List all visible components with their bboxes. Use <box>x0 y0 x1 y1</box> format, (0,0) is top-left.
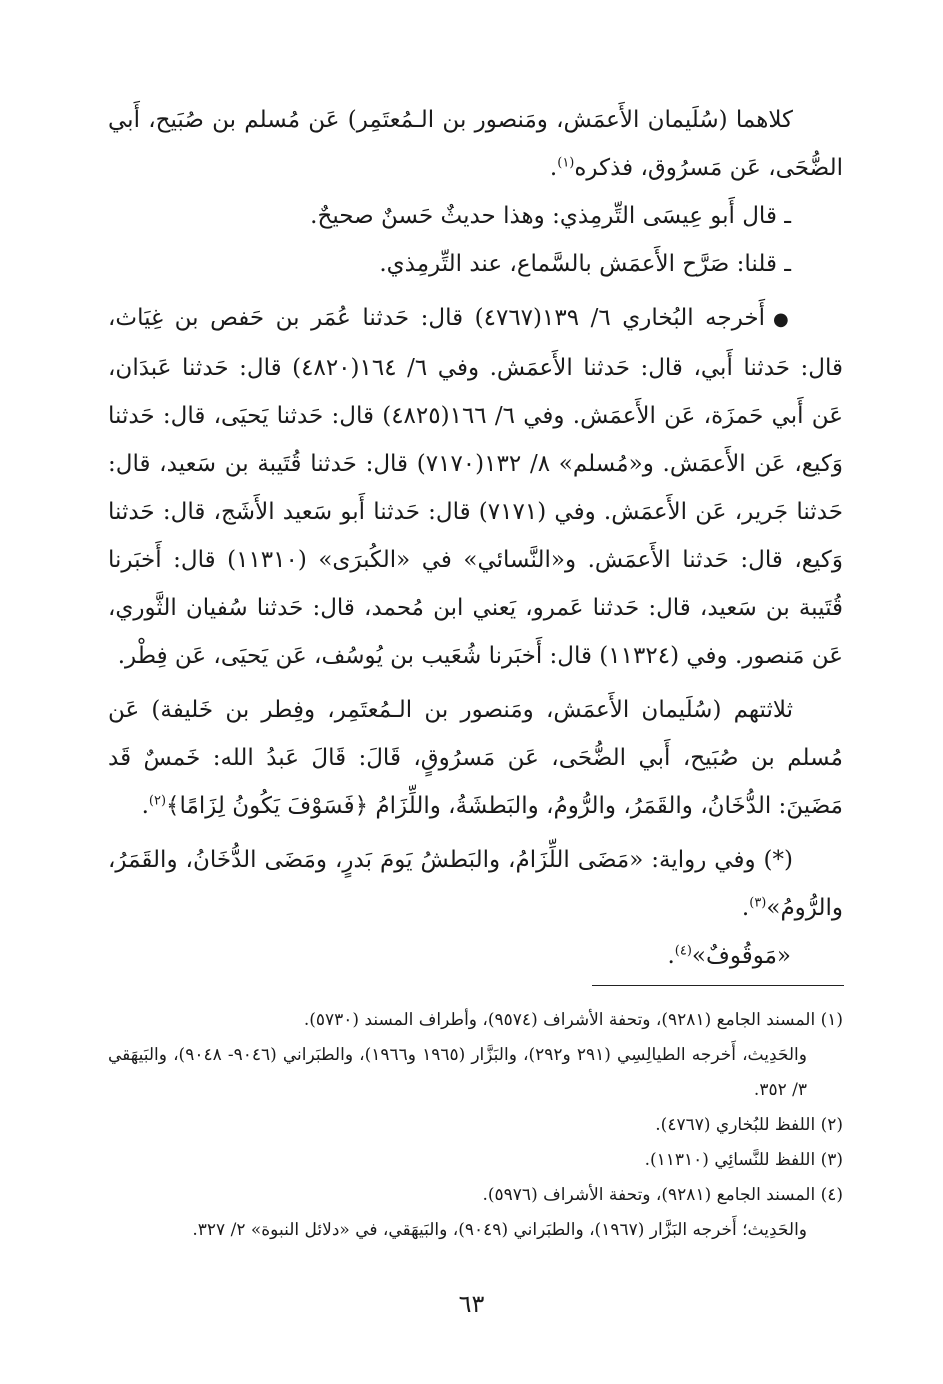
footnote-1-detail: والحَدِيث، أَخرجه الطيالِسِي (٢٩١ و٢٩٢)، والبَزَّار (١٩٦٥ و١٩٦٦)، والطبَراني (٩٠٤٦- ٩٠٤٨)، والبَيهَقي ٣/ ٣٥٢. <box>108 1045 807 1100</box>
paragraph-text: ثلاثتهم (سُلَيمان الأَعمَش، ومَنصور بن الـمُعتَمِر، وفِطر بن خَليفة) عَن مُسلم بن صُبَيح، أَبي الضُّحَى، عَن مَسرُوقٍ، قَالَ: قَالَ عَبدُ الله: خَمسٌ قَد مَضَينَ: الدُّخَانُ، والقَمَرُ، والرُّومُ، والبَطشَةُ، واللِّزَامُ ﴿فَسَوْفَ يَكُونُ لِزَامًا﴾ <box>108 697 843 819</box>
paragraph-text: كلاهما (سُلَيمان الأَعمَش، ومَنصور بن الـمُعتَمِر) عَن مُسلم بن صُبَيح، أَبي الضُّحَى، عَن مَسرُوق، فذكره <box>108 107 843 181</box>
paragraph-text: (*) وفي رواية: «مَضَى اللِّزَامُ، والبَطشُ يَومَ بَدرٍ، ومَضَى الدُّخَانُ، والقَمَرُ، والرُّومُ» <box>108 847 843 921</box>
editor-comment: ـ قلنا: صَرَّح الأَعمَش بالسَّماع، عند التِّرمِذي. <box>379 251 791 277</box>
variant-narration: (*) وفي رواية: «مَضَى اللِّزَامُ، والبَطشُ يَومَ بَدرٍ، ومَضَى الدُّخَانُ، والقَمَرُ، والرُّومُ»$^{(٣)}$. <box>108 847 843 921</box>
takhrij-paragraph <box>108 294 843 680</box>
footnote-3: (٣) اللفظ للنَّسائِي (١١٣١٠). <box>644 1150 843 1170</box>
footnote-1: (١) المسند الجامع (٩٢٨١)، وتحفة الأشراف (٩٥٧٤)، وأطراف المسند (٥٧٣٠). <box>303 1010 843 1030</box>
footnote-mark[interactable]: (٣) <box>749 895 767 911</box>
footnote-mark[interactable]: (٢) <box>148 793 167 809</box>
paragraph-chain: كلاهما (سُلَيمان الأَعمَش، ومَنصور بن الـمُعتَمِر) عَن مُسلم بن صُبَيح، أَبي الضُّحَى، عَن مَسرُوق، فذكره$^{(١)}$. <box>108 107 843 181</box>
tirmidhi-comment: ـ قال أَبو عِيسَى التِّرمِذي: وهذا حديثٌ حَسنٌ صحيحٌ. <box>310 203 791 229</box>
footnotes <box>108 1003 843 1248</box>
footnote-4: (٤) المسند الجامع (٩٢٨١)، وتحفة الأشراف (٥٩٧٦). <box>482 1185 843 1205</box>
mawquf-label: «مَوقُوفٌ»$^{(٤)}$. <box>667 943 791 969</box>
footnote-divider <box>592 985 844 986</box>
paragraph-text: «مَوقُوفٌ» <box>691 943 791 969</box>
footnote-mark[interactable]: (١) <box>557 155 575 171</box>
bullet-icon: ● <box>773 309 793 330</box>
paragraph-text: أَخرجه البُخاري ٦/ ١٣٩(٤٧٦٧) قال: حَدثنا عُمَر بن حَفص بن غِيَاث، قال: حَدثنا أَبي، قال: حَدثنا الأَعمَش. وفي ٦/ ١٦٤(٤٨٢٠) قال: حَدثنا عَبدَان، عَن أَبي حَمزَة، عَن الأَعمَش. وفي ٦/ ١٦٦(٤٨٢٥) قال: حَدثنا يَحيَى، قال: حَدثنا وَكيع، عَن الأَعمَش. و«مُسلم» ٨/ ١٣٢(٧١٧٠) قال: حَدثنا قُتَيبة بن سَعيد، قال: حَدثنا جَرير، عَن الأَعمَش. وفي (٧١٧١) قال: حَدثنا أَبو سَعيد الأَشَج، قال: حَدثنا وَكيع، قال: حَدثنا الأَعمَش. و«النَّسائي» في «الكُبرَى» (١١٣١٠) قال: أَخبَرنا قُتَيبة بن سَعيد، قال: حَدثنا عَمرو، يَعني ابن مُحمد، قال: حَدثنا سُفيان الثَّوري، عَن مَنصور. وفي (١١٣٢٤) قال: أَخبَرنا شُعَيب بن يُوسُف، عَن يَحيَى، عَن فِطْر. <box>108 305 844 669</box>
main-text <box>108 96 843 980</box>
footnote-2: (٢) اللفظ للبُخاري (٤٧٦٧). <box>655 1115 843 1135</box>
page-number: ٦٣ <box>458 1290 485 1318</box>
footnote-mark[interactable]: (٤) <box>674 943 692 959</box>
footnote-4-detail: والحَدِيث؛ أَخرجه البَزَّار (١٩٦٧)، والطبَراني (٩٠٤٩)، والبَيهَقي، في «دلائل النبوة» ٢/ ٣٢٧. <box>192 1220 807 1240</box>
hadith-text: ثلاثتهم (سُلَيمان الأَعمَش، ومَنصور بن الـمُعتَمِر، وفِطر بن خَليفة) عَن مُسلم بن صُبَيح، أَبي الضُّحَى، عَن مَسرُوقٍ، قَالَ: قَالَ عَبدُ الله: خَمسٌ قَد مَضَينَ: الدُّخَانُ، والقَمَرُ، والرُّومُ، والبَطشَةُ، واللِّزَامُ ﴿فَسَوْفَ يَكُونُ لِزَامًا﴾$^{(٢)}$. <box>108 697 843 819</box>
